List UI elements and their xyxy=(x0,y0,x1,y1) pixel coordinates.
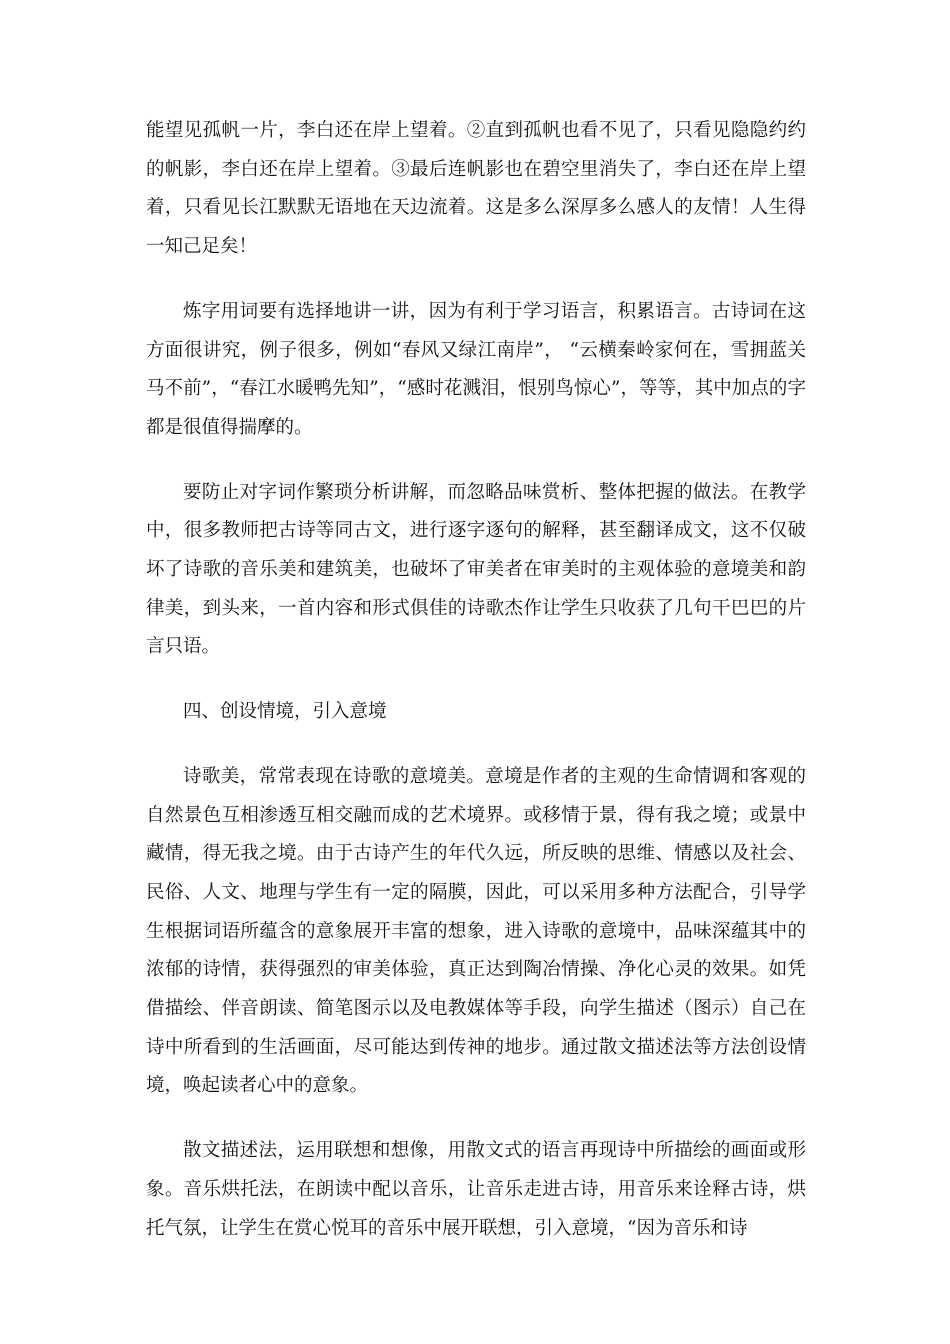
document-page xyxy=(146,112,806,1274)
paragraph-prose-description: 散文描述法，运用联想和想像，用散文式的语言再现诗中所描绘的画面或形象。音乐烘托法，在朗读中配以音乐，让音乐走进古诗，用音乐来诠释古诗，烘托气氛，让学生在赏心悦耳的音乐中展开联想，引入意境，“因为音乐和诗 xyxy=(146,1140,806,1239)
paragraph-artistic-conception: 诗歌美，常常表现在诗歌的意境美。意境是作者的主观的生命情调和客观的自然景色互相渗透互相交融而成的艺术境界。或移情于景，得有我之境；或景中藏情，得无我之境。由于古诗产生的年代久远，所反映的思维、情感以及社会、民俗、人文、地理与学生有一定的隔膜，因此，可以采用多种方法配合，引导学生根据词语所蕴含的意象展开丰富的想象，进入诗歌的意境中，品味深蕴其中的浓郁的诗情，获得强烈的审美体验，真正达到陶冶情操、净化心灵的效果。如凭借描绘、伴音朗读、简笔图示以及电教媒体等手段，向学生描述（图示）自己在诗中所看到的生活画面，尽可能达到传神的地步。通过散文描述法等方法创设情境，唤起读者心中的意象。 xyxy=(146,765,806,1097)
paragraph-word-refinement: 炼字用词要有选择地讲一讲，因为有利于学习语言，积累语言。古诗词在这方面很讲究，例子很多，例如“春风又绿江南岸”， “云横秦岭家何在，雪拥蓝关马不前”，“春江水暖鸭先知”，“感时花溅泪，恨别鸟惊心”，等等，其中加点的字都是很值得揣摩的。 xyxy=(146,300,806,438)
section-heading-4: 四、创设情境，引入意境 xyxy=(183,701,387,723)
paragraph-avoid-tedious-analysis: 要防止对字词作繁琐分析讲解，而忽略品味赏析、整体把握的做法。在教学中，很多教师把古诗等同古文，进行逐字逐句的解释，甚至翻译成文，这不仅破坏了诗歌的音乐美和建筑美，也破坏了审美者在审美时的主观体验的意境美和韵律美，到头来，一首内容和形式俱佳的诗歌杰作让学生只收获了几句干巴巴的片言只语。 xyxy=(146,481,806,658)
paragraph-continuation: 能望见孤帆一片，李白还在岸上望着。②直到孤帆也看不见了，只看见隐隐约约的帆影，李白还在岸上望着。③最后连帆影也在碧空里消失了，李白还在岸上望着，只看见长江默默无语地在天边流着。这是多么深厚多么感人的友情！人生得一知己足矣！ xyxy=(146,120,806,258)
